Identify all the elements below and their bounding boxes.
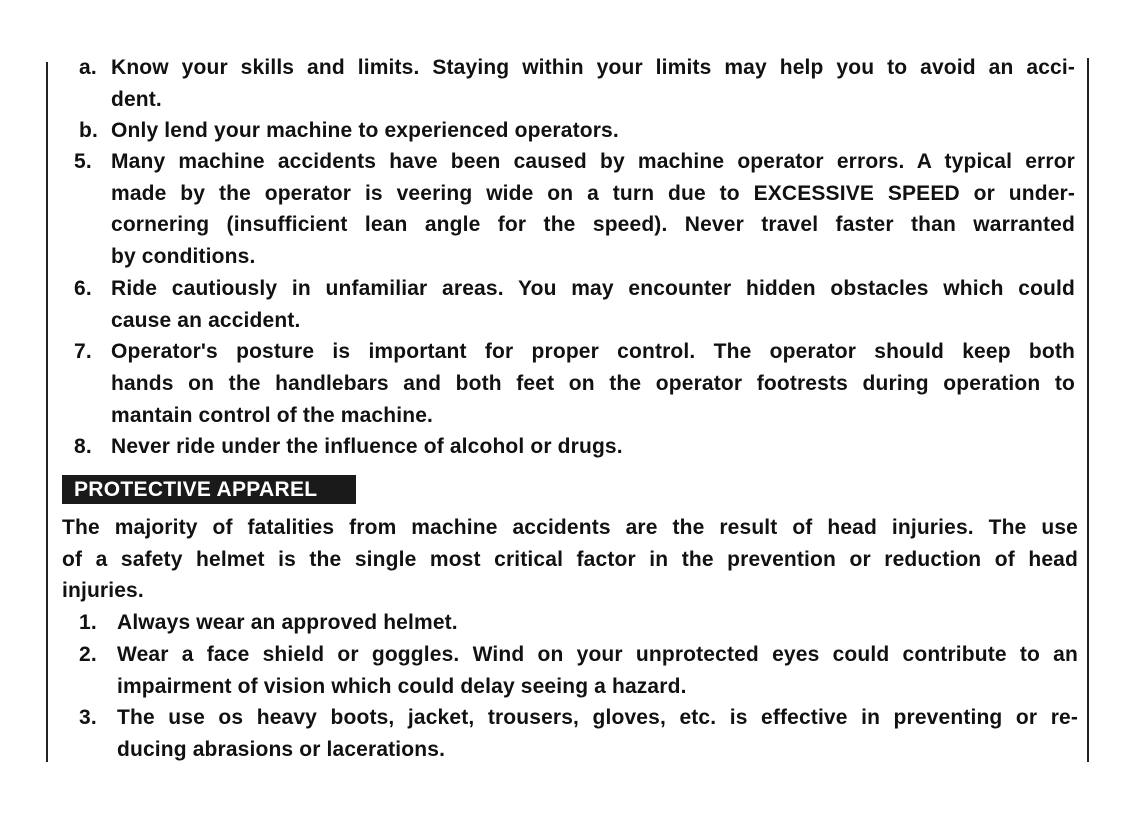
- section-heading-protective-apparel: PROTECTIVE APPAREL: [62, 475, 356, 504]
- list-marker-2: 2.: [79, 643, 97, 666]
- list-item-7-line-3: mantain control of the machine.: [111, 404, 434, 427]
- paragraph-line-2: of a safety helmet is the single most critical factor in the prevention or reduction of head: [62, 548, 1078, 571]
- list-item-5-line-3: cornering (insufficient lean angle for the speed). Never travel faster than warranted: [111, 213, 1075, 236]
- list-item-a-line-1: Know your skills and limits. Staying within your limits may help you to avoid an acci-: [111, 56, 1075, 79]
- list-item-7-line-2: hands on the handlebars and both feet on the operator footrests during operation to: [111, 372, 1075, 395]
- right-margin-rule: [1087, 58, 1089, 762]
- list-item-3-line-2: ducing abrasions or lacerations.: [117, 738, 446, 761]
- list-marker-b: b.: [79, 119, 98, 142]
- list-item-a-line-2: dent.: [111, 88, 162, 111]
- paragraph-line-3: injuries.: [62, 579, 144, 602]
- list-marker-a: a.: [79, 56, 97, 79]
- paragraph-line-1: The majority of fatalities from machine accidents are the result of head injuries. The use: [62, 516, 1078, 539]
- list-item-8-line-1: Never ride under the influence of alcohol or drugs.: [111, 435, 623, 458]
- list-item-5-line-4: by conditions.: [111, 245, 256, 268]
- list-item-2-line-2: impairment of vision which could delay seeing a hazard.: [117, 675, 687, 698]
- list-item-3-line-1: The use os heavy boots, jacket, trousers, gloves, etc. is effective in preventing or re-: [117, 706, 1078, 729]
- list-item-7-line-1: Operator's posture is important for proper control. The operator should keep both: [111, 340, 1075, 363]
- list-marker-1: 1.: [79, 611, 97, 634]
- list-marker-6: 6.: [74, 277, 92, 300]
- list-marker-5: 5.: [74, 150, 92, 173]
- list-item-5-line-2: made by the operator is veering wide on a turn due to EXCESSIVE SPEED or under-: [111, 182, 1075, 205]
- list-marker-3: 3.: [79, 706, 97, 729]
- list-item-1-line-1: Always wear an approved helmet.: [117, 611, 458, 634]
- list-item-b-line-1: Only lend your machine to experienced operators.: [111, 119, 619, 142]
- left-margin-rule: [46, 62, 48, 762]
- list-item-6-line-1: Ride cautiously in unfamiliar areas. You may encounter hidden obstacles which could: [111, 277, 1075, 300]
- list-item-5-line-1: Many machine accidents have been caused by machine operator errors. A typical error: [111, 150, 1075, 173]
- list-marker-7: 7.: [74, 340, 92, 363]
- list-item-6-line-2: cause an accident.: [111, 309, 301, 332]
- list-marker-8: 8.: [74, 435, 92, 458]
- list-item-2-line-1: Wear a face shield or goggles. Wind on your unprotected eyes could contribute to an: [117, 643, 1078, 666]
